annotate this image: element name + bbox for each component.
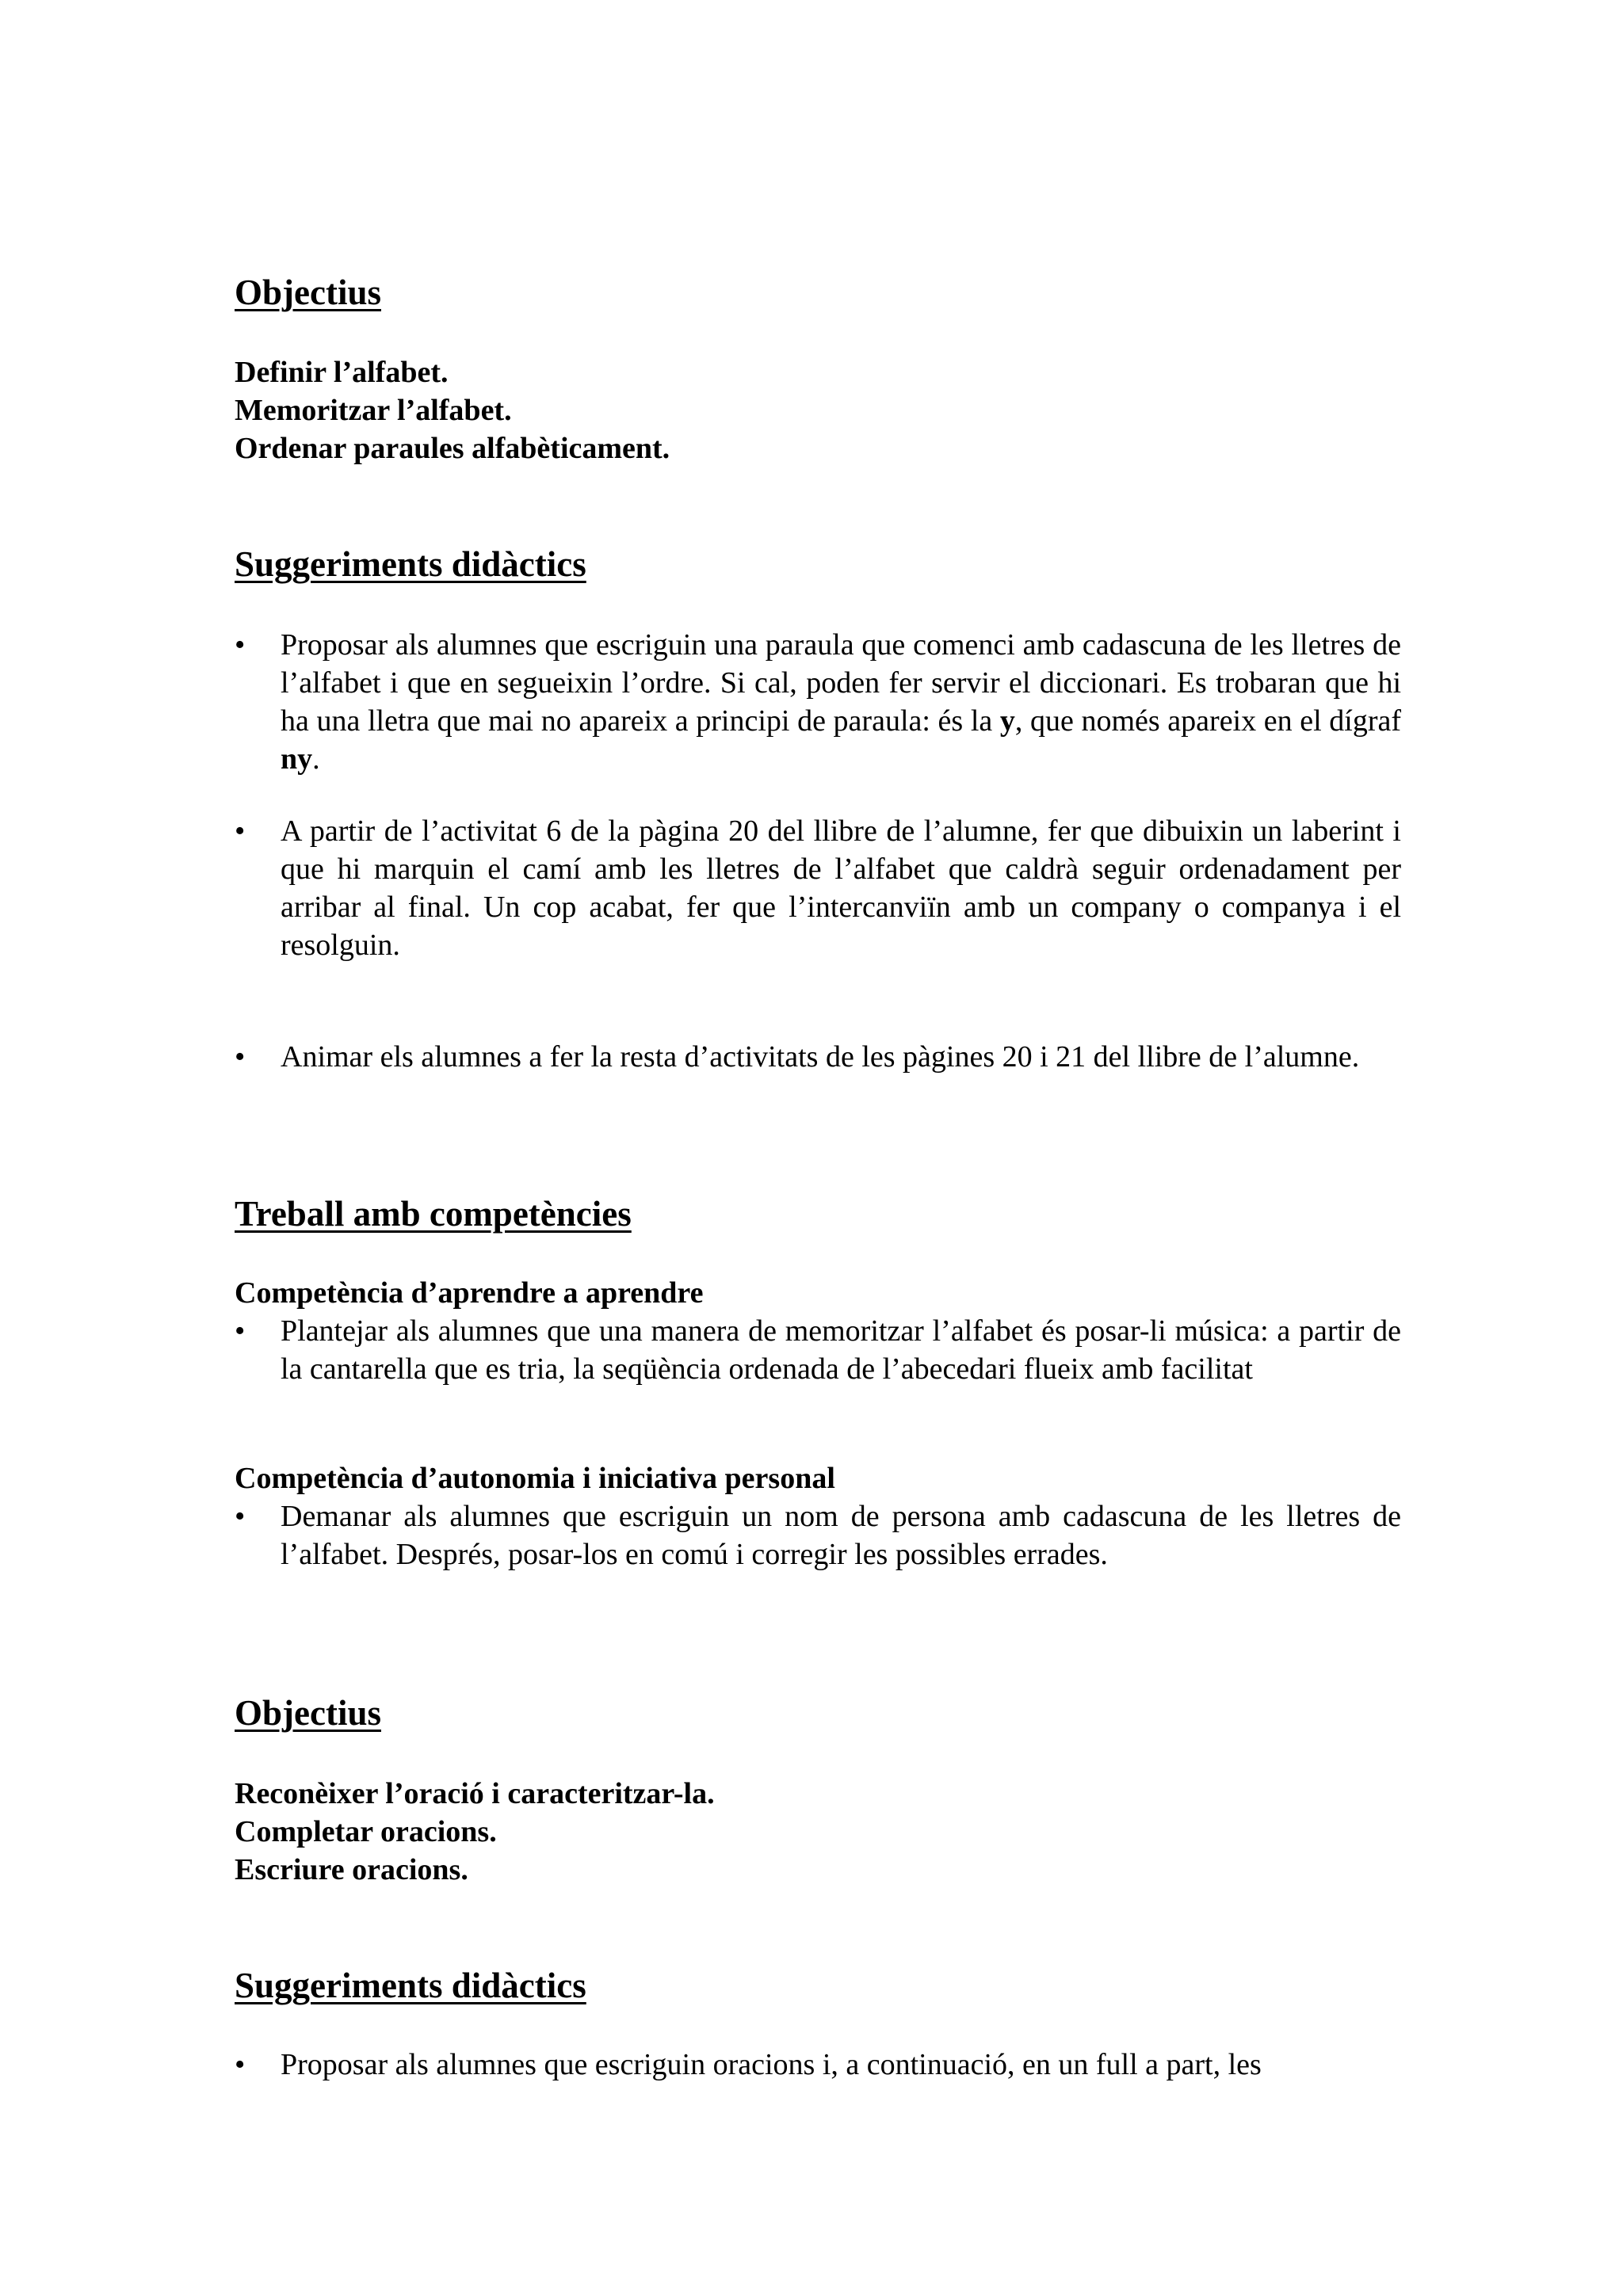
suggestion-text: Animar els alumnes a fer la resta d’activitats de les pàgines 20 i 21 del llibre de l’alumne. [281,1040,1360,1074]
text-run: . [312,742,320,776]
bold-digraph: ny [281,742,313,776]
suggestion-item [235,2046,1401,2084]
competency-item [235,1312,1401,1388]
competency-text: Plantejar als alumnes que una manera de memoritzar l’alfabet és posar-li música: a partir de la cantarella que es tria, la seqüència ordenada de l’abecedari flueix amb facilitat [281,1314,1401,1386]
bullet-mark: • [235,2048,246,2081]
document-page [235,0,1401,2296]
objective-item: Reconèixer l’oració i caracteritzar-la. [235,1777,715,1810]
text-run: , que només apareix en el dígraf [1014,704,1401,738]
suggestion-item [235,812,1401,964]
suggestions-heading: Suggeriments didàctics [235,1966,586,2005]
suggestion-text: A partir de l’activitat 6 de la pàgina 20 del llibre de l’alumne, fer que dibuixin un laberint i que hi marquin el camí amb les lletres de l’alfabet que caldrà seguir ordenadament per arribar al final. Un cop acabat, fer que l’intercanviïn amb un company o companya i el resolguin. [281,814,1401,962]
objective-item: Escriure oracions. [235,1853,468,1886]
bullet-mark: • [235,1500,246,1533]
suggestion-text [281,626,1401,778]
suggestion-text: Proposar als alumnes que escriguin oracions i, a continuació, en un full a part, les [281,2048,1262,2081]
suggestion-item [235,626,1401,778]
objectives-list [235,1775,715,1889]
objective-item: Memoritzar l’alfabet. [235,394,512,427]
bullet-mark: • [235,1040,246,1074]
objectives-list [235,353,670,467]
objectives-heading: Objectius [235,273,381,312]
competencies-heading: Treball amb competències [235,1194,632,1234]
objectives-heading: Objectius [235,1693,381,1733]
bullet-mark: • [235,628,246,662]
competency-text: Demanar als alumnes que escriguin un nom de persona amb cadascuna de les lletres de l’alfabet. Després, posar-los en comú i corregir les possibles errades. [281,1500,1401,1571]
bold-letter: y [999,704,1015,738]
objective-item: Ordenar paraules alfabèticament. [235,432,670,465]
competency-title: Competència d’autonomia i iniciativa personal [235,1462,835,1495]
text-run: Proposar als alumnes que escriguin una paraula que comenci amb cadascuna de les lletres de l’alfabet i que en segueixin l’ordre. Si cal, poden fer servir el diccionari. Es trobaran que hi ha una lletra que mai no apareix a principi de paraula: és la [281,628,1401,738]
bullet-mark: • [235,1314,246,1348]
objective-item: Completar oracions. [235,1815,497,1848]
suggestion-item [235,1038,1401,1076]
competency-title: Competència d’aprendre a aprendre [235,1276,704,1310]
competency-item [235,1497,1401,1573]
bullet-mark: • [235,814,246,848]
suggestions-heading: Suggeriments didàctics [235,544,586,584]
objective-item: Definir l’alfabet. [235,356,449,389]
